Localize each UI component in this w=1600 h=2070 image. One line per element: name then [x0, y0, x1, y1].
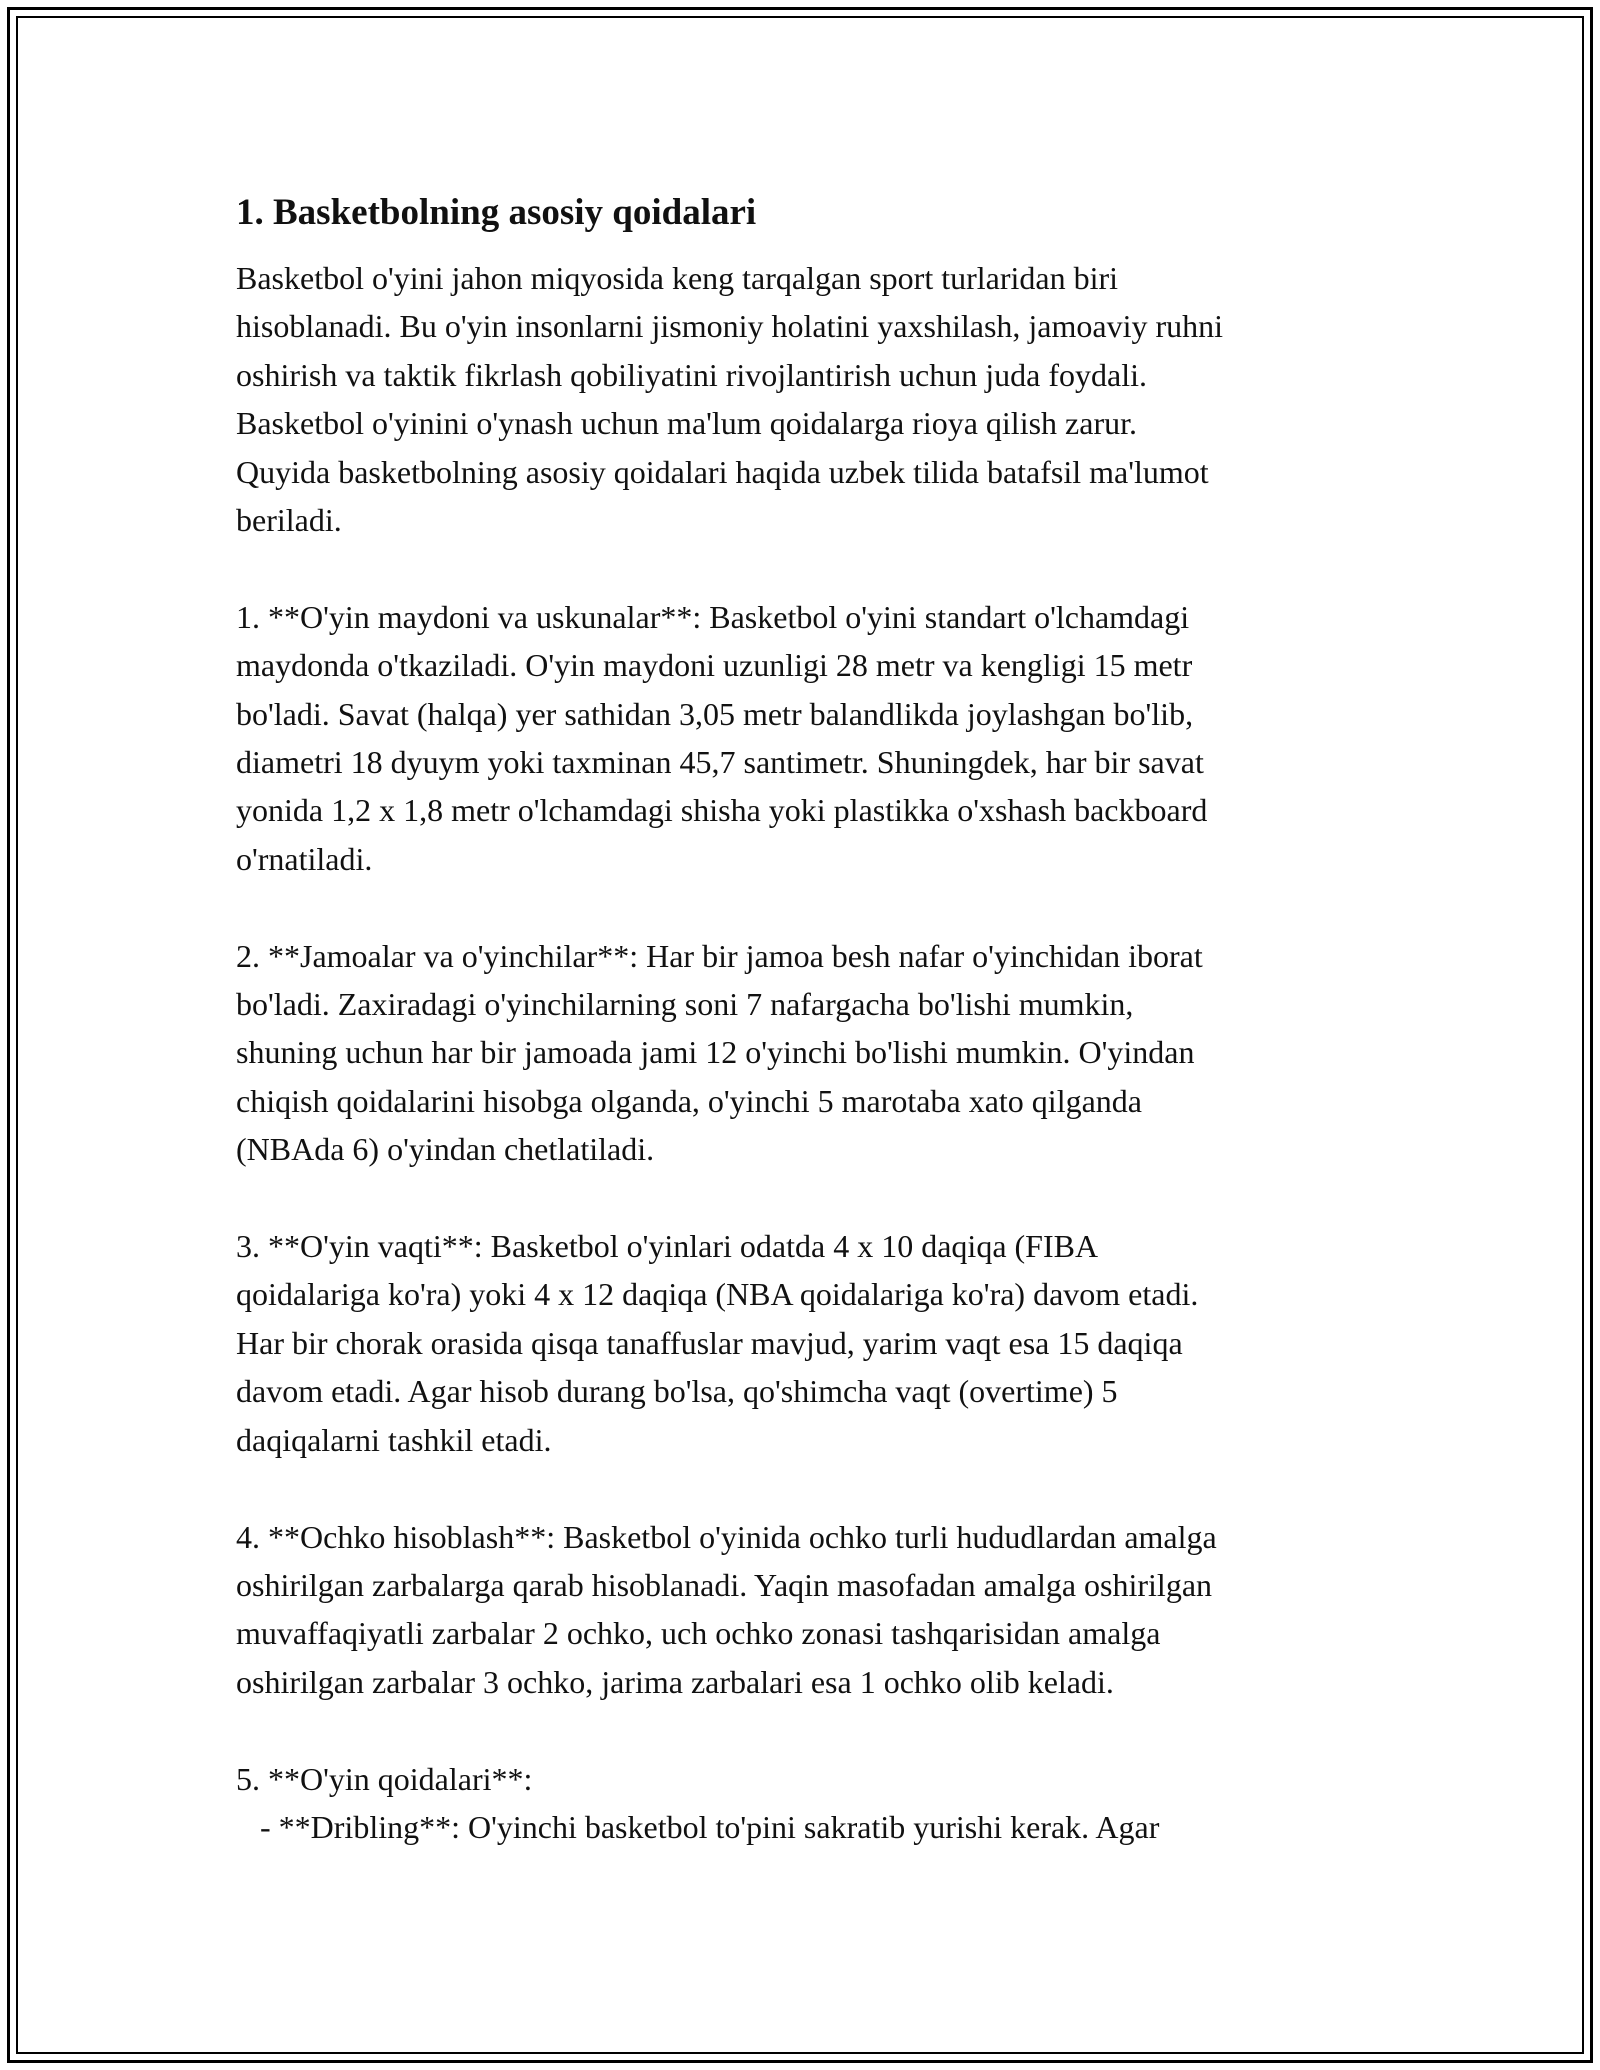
document-title: 1. Basketbolning asosiy qoidalari: [236, 192, 757, 233]
paragraph-court-equipment: 1. **O'yin maydoni va uskunalar**: Basketbol o'yini standart o'lchamdagi maydonda o'tkaziladi. O'yin maydoni uzunligi 28 metr va kengligi 15 metr bo'ladi. Savat (halqa) yer sathidan 3,05 metr balandlikda joylashgan bo'lib, diametri 18 dyuym yoki taxminan 45,7 santimetr. Shuningdek, har bir savat yonida 1,2 x 1,8 metr o'lchamdagi shisha yoki plastikka o'xshash backboard o'rnatiladi.: [236, 598, 1208, 877]
paragraph-scoring: 4. **Ochko hisoblash**: Basketbol o'yinida ochko turli hududlardan amalga oshirilgan zarbalarga qarab hisoblanadi. Yaqin masofadan amalga oshirilgan muvaffaqiyatli zarbalar 2 ochko, uch ochko zonasi tashqarisidan amalga oshirilgan zarbalar 3 ochko, jarima zarbalari esa 1 ochko olib keladi.: [236, 1518, 1217, 1700]
paragraph-teams-players: 2. **Jamoalar va o'yinchilar**: Har bir jamoa besh nafar o'yinchidan iborat bo'ladi. Zaxiradagi o'yinchilarning soni 7 nafargacha bo'lishi mumkin, shuning uchun har bir jamoada jami 12 o'yinchi bo'lishi mumkin. O'yindan chiqish qoidalarini hisobga olganda, o'yinchi 5 marotaba xato qilganda (NBAda 6) o'yindan chetlatiladi.: [236, 937, 1203, 1168]
intro-paragraph: Basketbol o'yini jahon miqyosida keng tarqalgan sport turlaridan biri hisoblanadi. Bu o'yin insonlarni jismoniy holatini yaxshilash, jamoaviy ruhni oshirish va taktik fikrlash qobiliyatini rivojlantirish uchun juda foydali. Basketbol o'yinini o'ynash uchun ma'lum qoidalarga rioya qilish zarur. Quyida basketbolning asosiy qoidalari haqida uzbek tilida batafsil ma'lumot beriladi.: [236, 260, 1224, 539]
document-body: [236, 186, 1376, 1851]
paragraph-game-rules: 5. **O'yin qoidalari**: - **Dribling**: O'yinchi basketbol to'pini sakratib yurishi kerak. Agar: [236, 1760, 1160, 1845]
paragraph-game-time: 3. **O'yin vaqti**: Basketbol o'yinlari odatda 4 x 10 daqiqa (FIBA qoidalariga ko'ra) yoki 4 x 12 daqiqa (NBA qoidalariga ko'ra) davom etadi. Har bir chorak orasida qisqa tanaffuslar mavjud, yarim vaqt esa 15 daqiqa davom etadi. Agar hisob durang bo'lsa, qo'shimcha vaqt (overtime) 5 daqiqalarni tashkil etadi.: [236, 1228, 1199, 1458]
